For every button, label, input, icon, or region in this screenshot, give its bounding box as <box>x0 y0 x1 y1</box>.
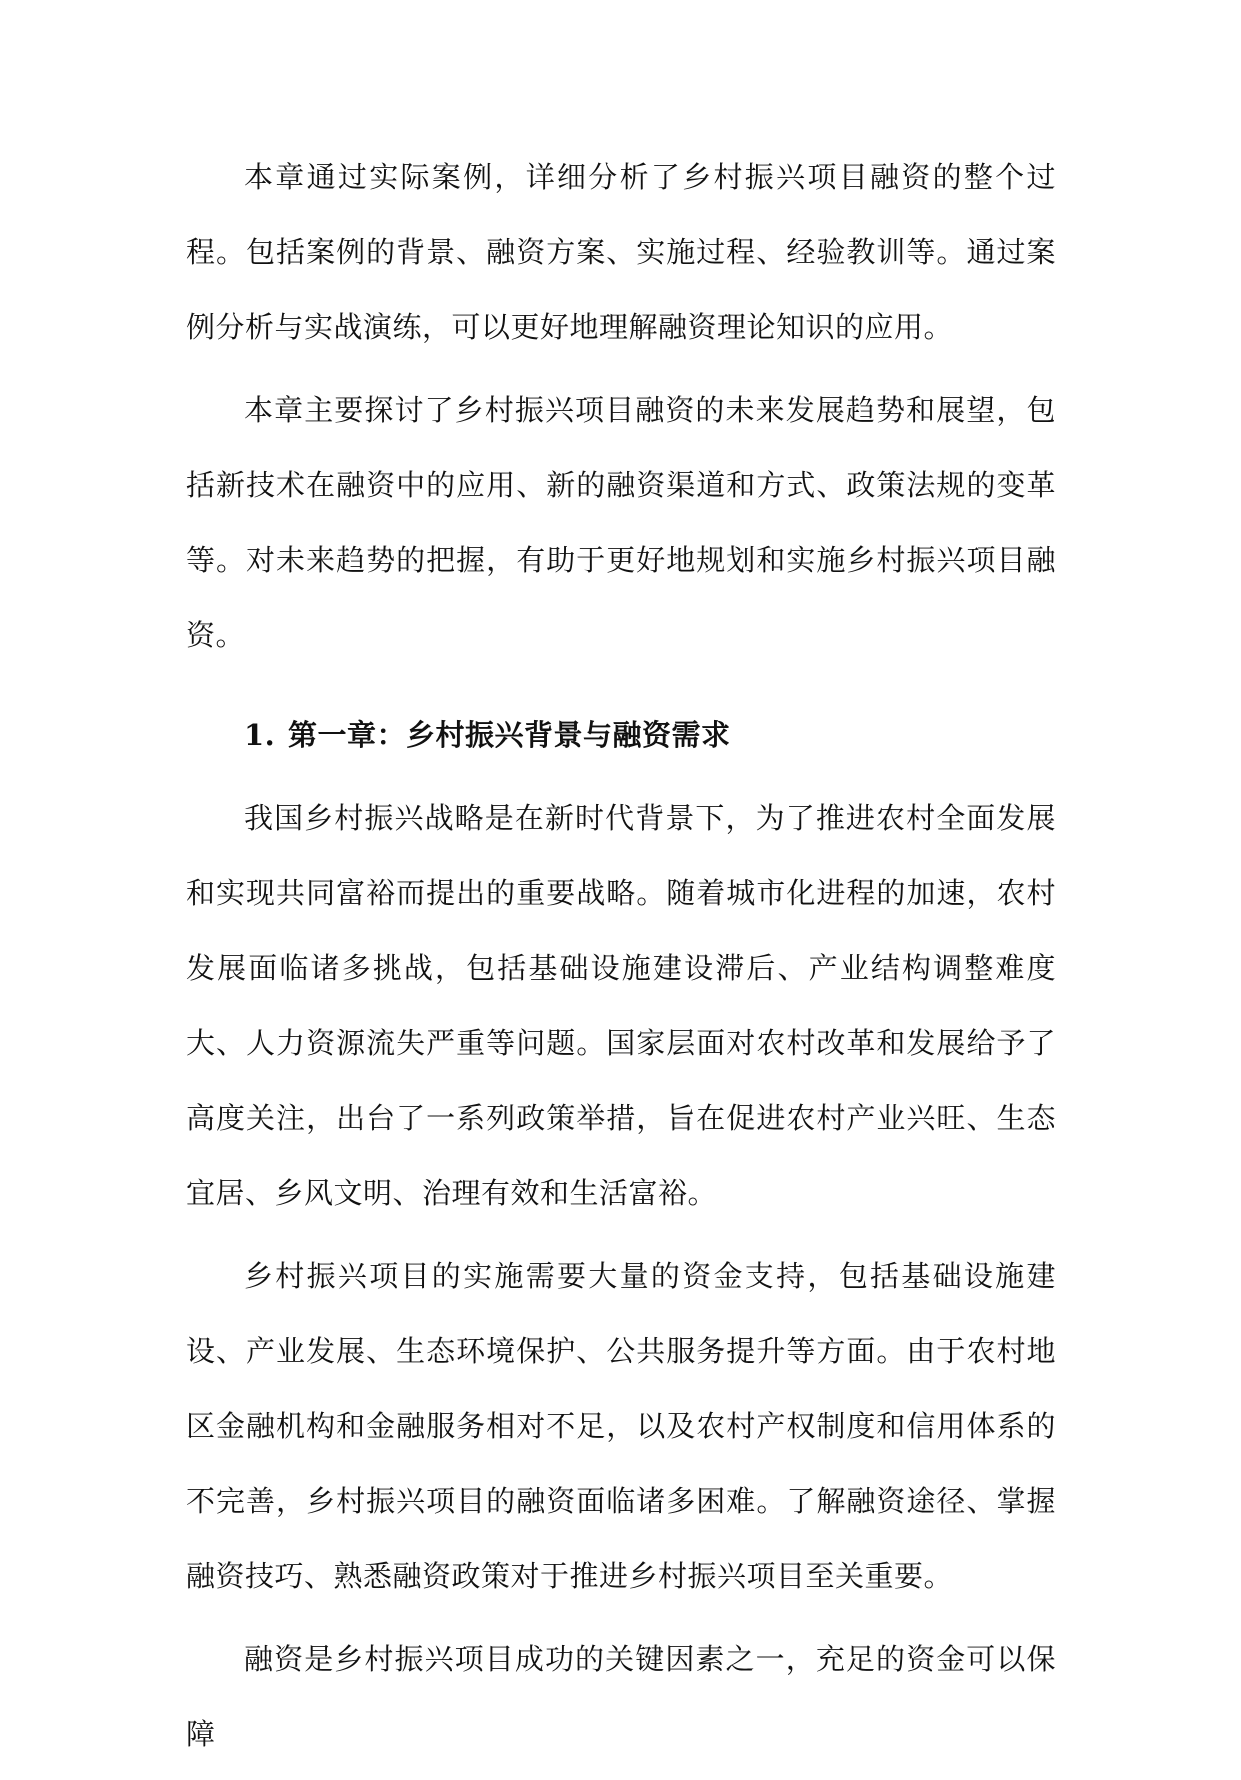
paragraph-future-trends-summary: 本章主要探讨了乡村振兴项目融资的未来发展趋势和展望，包括新技术在融资中的应用、新的融资渠道和方式、政策法规的变革等。对未来趋势的把握，有助于更好地规划和实施乡村振兴项目融资。 <box>186 393 1056 652</box>
paragraph-strategy-background: 我国乡村振兴战略是在新时代背景下，为了推进农村全面发展和实现共同富裕而提出的重要战略。随着城市化进程的加速，农村发展面临诸多挑战，包括基础设施建设滞后、产业结构调整难度大、人力资源流失严重等问题。国家层面对农村改革和发展给予了高度关注，出台了一系列政策举措，旨在促进农村产业兴旺、生态宜居、乡风文明、治理有效和生活富裕。 <box>186 801 1056 1210</box>
chapter-number: 1. <box>244 718 276 752</box>
chapter-title: 第一章：乡村振兴背景与融资需求 <box>288 718 731 752</box>
paragraph-case-study-summary: 本章通过实际案例，详细分析了乡村振兴项目融资的整个过程。包括案例的背景、融资方案、实施过程、经验教训等。通过案例分析与实战演练，可以更好地理解融资理论知识的应用。 <box>186 160 1056 344</box>
document-body <box>186 140 1056 1780</box>
chapter-heading <box>186 699 1056 771</box>
paragraph-funding-needs: 乡村振兴项目的实施需要大量的资金支持，包括基础设施建设、产业发展、生态环境保护、公共服务提升等方面。由于农村地区金融机构和金融服务相对不足，以及农村产权制度和信用体系的不完善，乡村振兴项目的融资面临诸多困难。了解融资途径、掌握融资技巧、熟悉融资政策对于推进乡村振兴项目至关重要。 <box>186 1259 1056 1593</box>
paragraph-financing-key-factor: 融资是乡村振兴项目成功的关键因素之一，充足的资金可以保障 <box>186 1642 1056 1751</box>
